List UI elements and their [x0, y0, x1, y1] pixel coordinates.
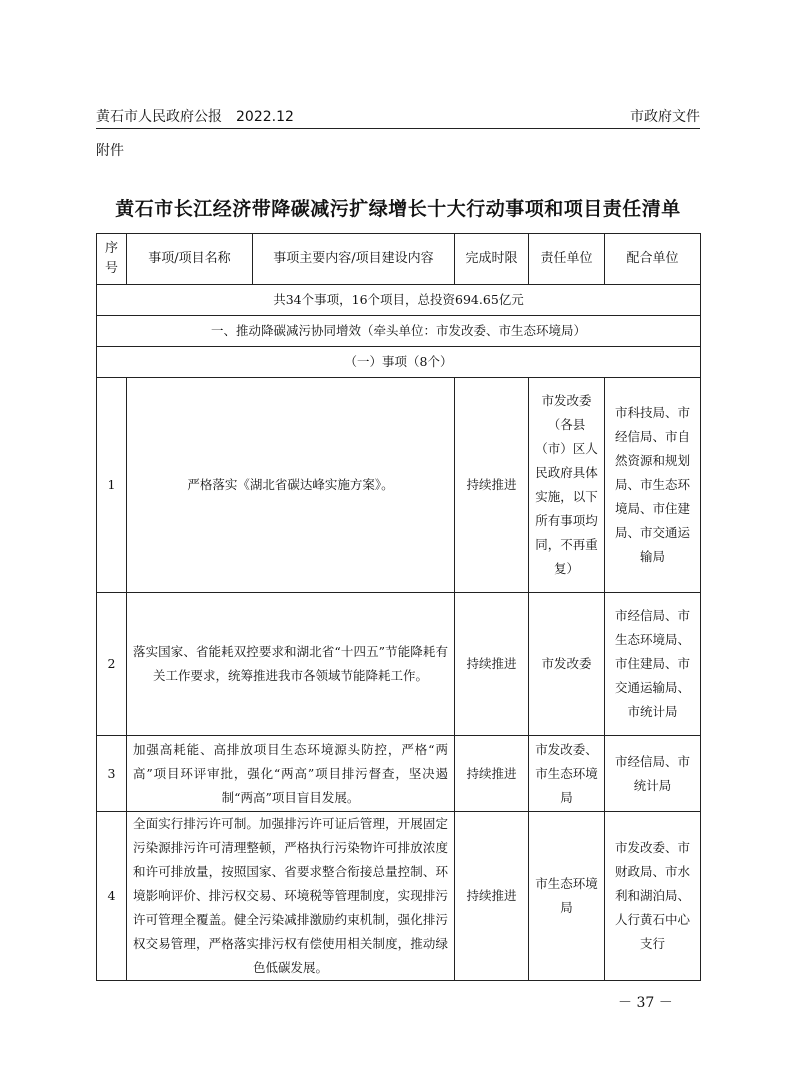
- row-support-units: 市经信局、市统计局: [605, 736, 701, 812]
- table-header-row: [97, 234, 701, 285]
- summary-cell: 共34个事项，16个项目，总投资694.65亿元: [97, 285, 701, 316]
- row-seq: 1: [97, 378, 127, 593]
- table-row: [97, 812, 701, 981]
- column-header-support: 配合单位: [605, 234, 701, 285]
- row-deadline: 持续推进: [455, 812, 529, 981]
- column-header-content: 事项主要内容/项目建设内容: [253, 234, 455, 285]
- row-seq: 2: [97, 593, 127, 736]
- page-title: 黄石市长江经济带降碳减污扩绿增长十大行动事项和项目责任清单: [115, 198, 681, 220]
- row-content: 全面实行排污许可制。加强排污许可证后管理，开展固定污染源排污许可清理整顿，严格执行污染物许可排放浓度和许可排放量，按照国家、省要求整合衔接总量控制、环境影响评价、排污权交易、环境税等管理制度，实现排污许可管理全覆盖。健全污染减排激励约束机制，强化排污权交易管理，严格落实排污权有偿使用相关制度，推动绿色低碳发展。: [127, 812, 455, 981]
- column-header-name: 事项/项目名称: [127, 234, 253, 285]
- table-row: [97, 378, 701, 593]
- header-divider: [96, 128, 700, 129]
- page-number: － 37 －: [618, 995, 673, 1011]
- row-content: 落实国家、省能耗双控要求和湖北省“十四五”节能降耗有关工作要求，统筹推进我市各领域节能降耗工作。: [127, 593, 455, 736]
- row-seq: 4: [97, 812, 127, 981]
- row-lead-unit: 市发改委、市生态环境局: [529, 736, 605, 812]
- row-support-units: 市经信局、市生态环境局、市住建局、市交通运输局、市统计局: [605, 593, 701, 736]
- attachment-label: 附件: [96, 143, 124, 159]
- column-header-seq: 序号: [97, 234, 127, 285]
- document-category: 市政府文件: [630, 109, 700, 125]
- column-header-deadline: 完成时限: [455, 234, 529, 285]
- row-lead-unit: 市发改委（各县（市）区人民政府具体实施，以下所有事项均同，不再重复）: [529, 378, 605, 593]
- responsibility-table: [96, 233, 701, 981]
- subsection-heading: （一）事项（8个）: [97, 347, 701, 378]
- subsection-row: [97, 347, 701, 378]
- table-row: [97, 736, 701, 812]
- summary-row: [97, 285, 701, 316]
- table-row: [97, 593, 701, 736]
- running-header: [96, 106, 700, 128]
- row-support-units: 市发改委、市财政局、市水利和湖泊局、人行黄石中心支行: [605, 812, 701, 981]
- row-content: 加强高耗能、高排放项目生态环境源头防控，严格“两高”项目环评审批，强化“两高”项目排污督查，坚决遏制“两高”项目盲目发展。: [127, 736, 455, 812]
- row-seq: 3: [97, 736, 127, 812]
- row-deadline: 持续推进: [455, 593, 529, 736]
- row-deadline: 持续推进: [455, 378, 529, 593]
- section-heading: 一、推动降碳减污协同增效（牵头单位：市发改委、市生态环境局）: [97, 316, 701, 347]
- row-lead-unit: 市发改委: [529, 593, 605, 736]
- bulletin-name: 黄石市人民政府公报 2022.12: [96, 109, 294, 125]
- row-deadline: 持续推进: [455, 736, 529, 812]
- row-lead-unit: 市生态环境局: [529, 812, 605, 981]
- row-support-units: 市科技局、市经信局、市自然资源和规划局、市生态环境局、市住建局、市交通运输局: [605, 378, 701, 593]
- column-header-lead: 责任单位: [529, 234, 605, 285]
- row-content: 严格落实《湖北省碳达峰实施方案》。: [127, 378, 455, 593]
- section-row: [97, 316, 701, 347]
